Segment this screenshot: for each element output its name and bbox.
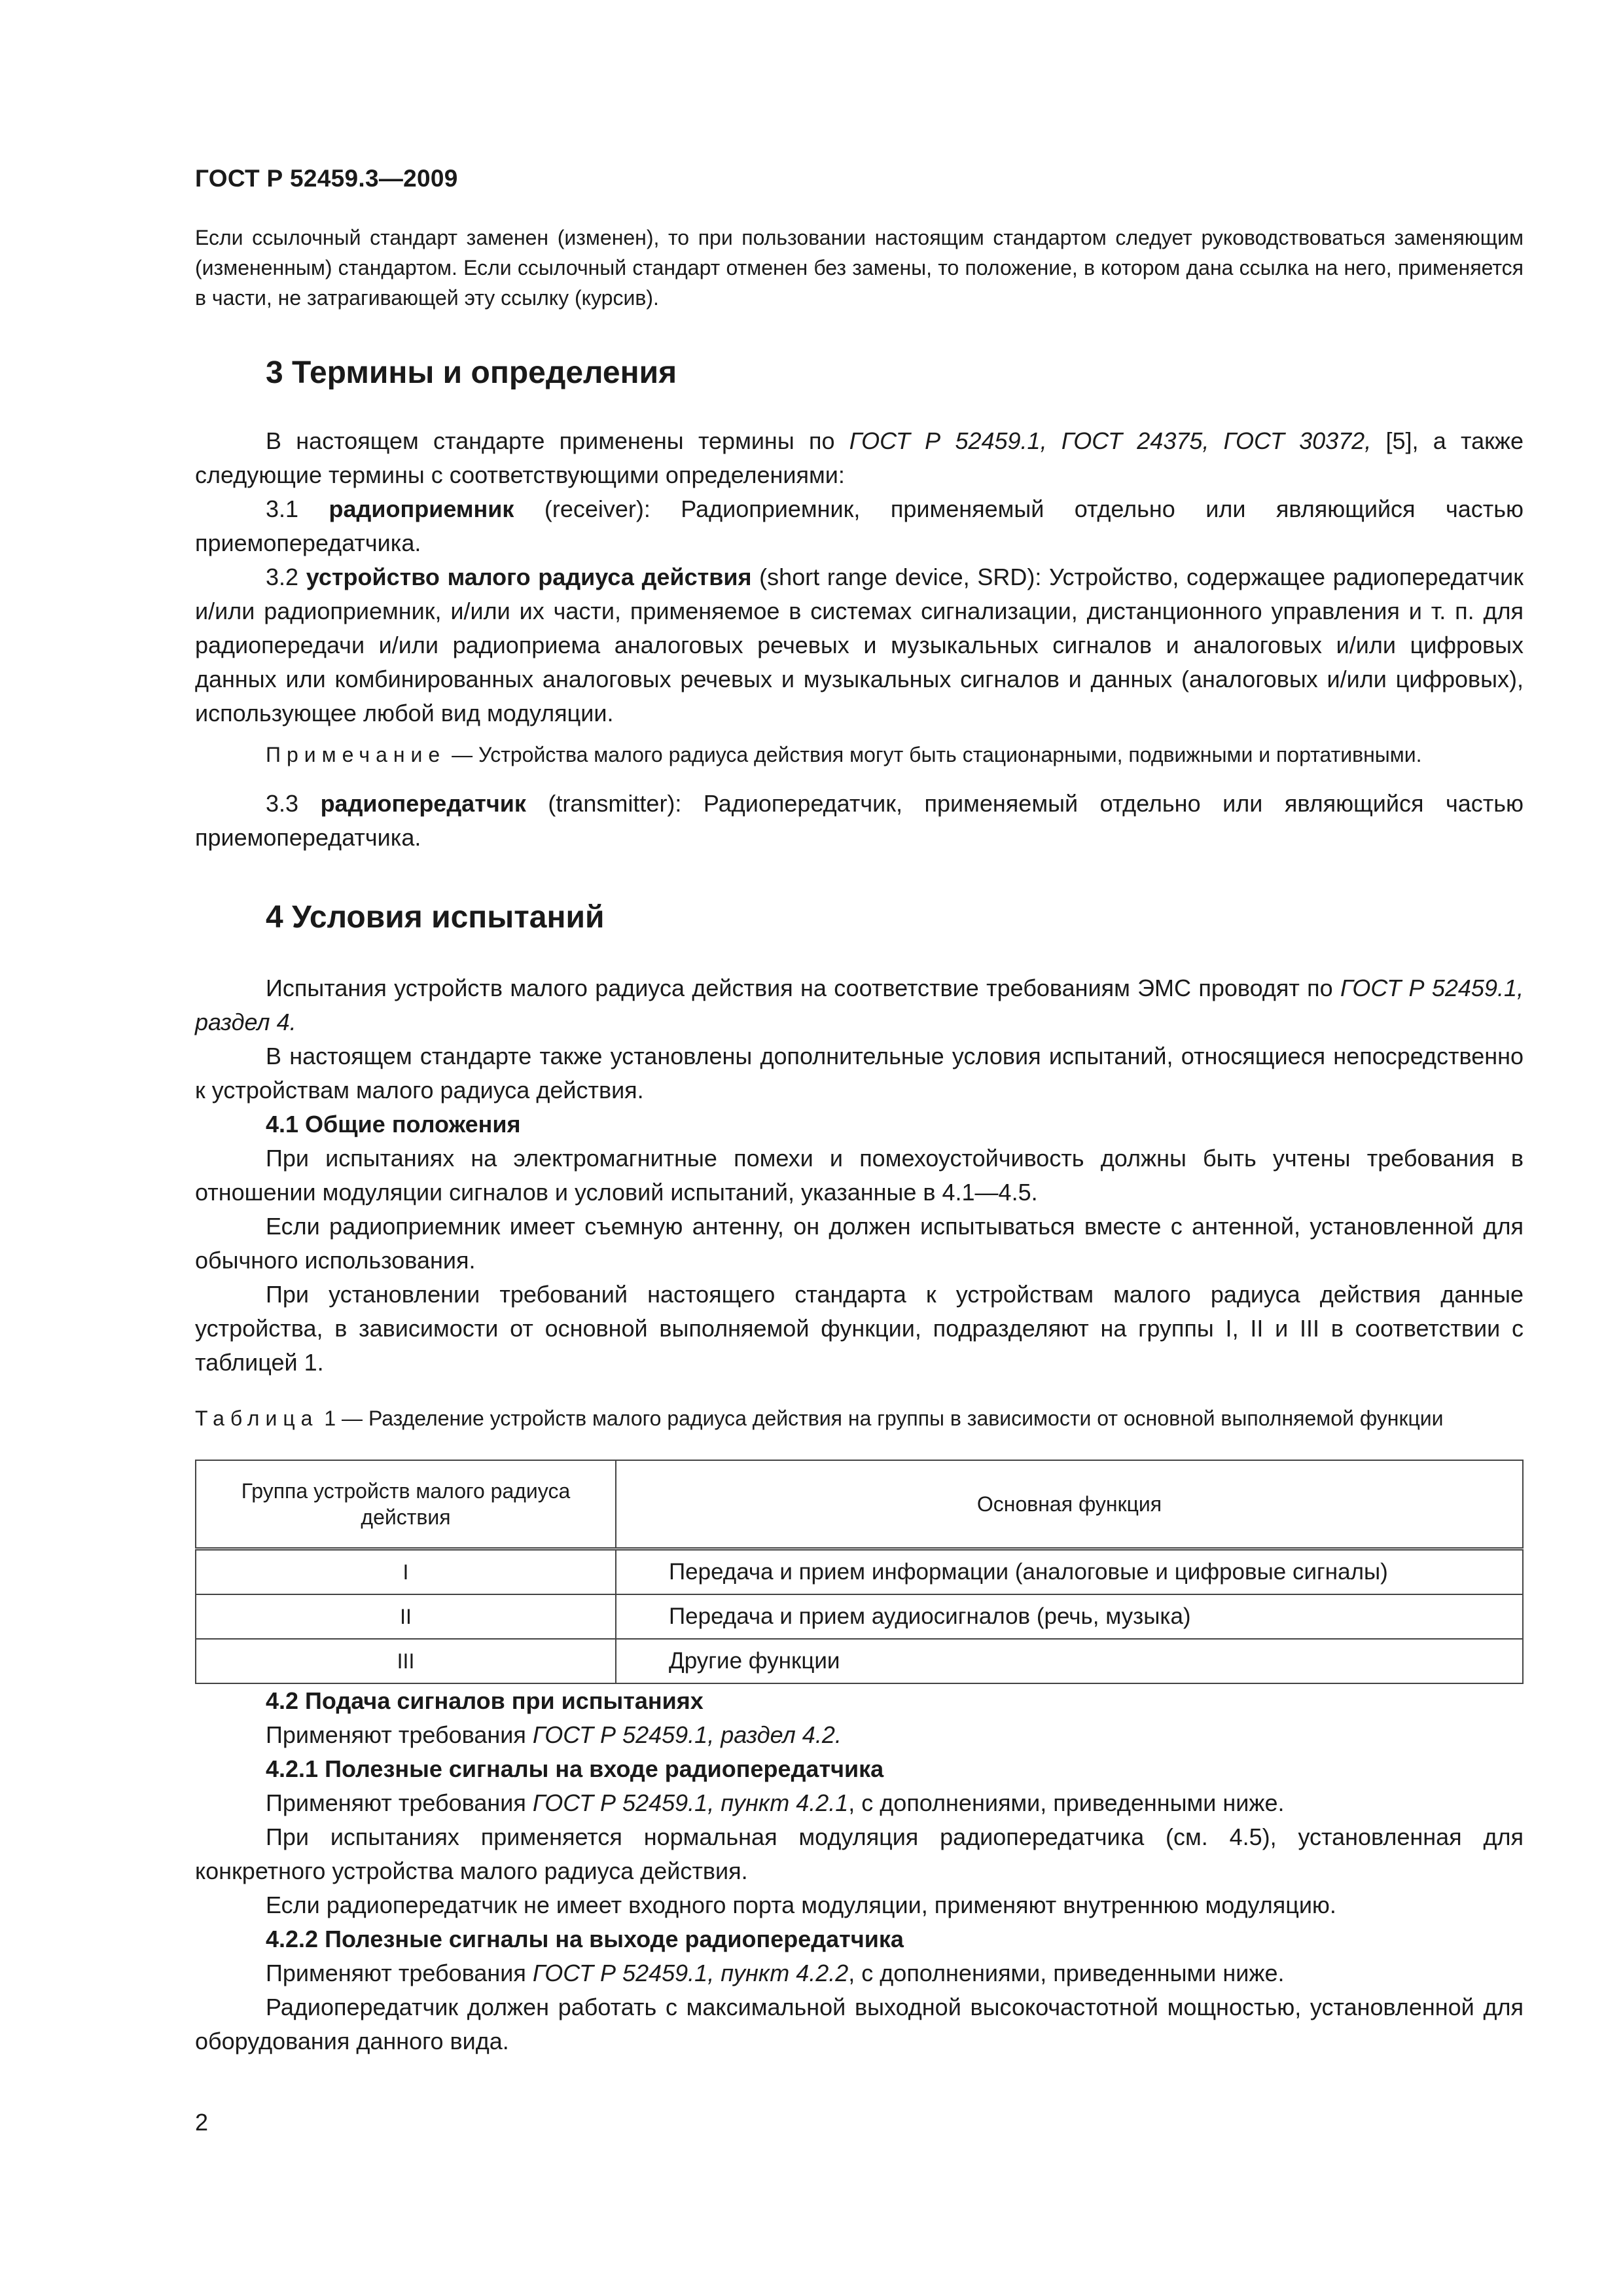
section-3-paragraph: В настоящем стандарте применены термины по ГОСТ Р 52459.1, ГОСТ 24375, ГОСТ 30372, [5], а также следующие термины с соответствующими определениями: bbox=[195, 427, 1524, 488]
table-cell-function: Другие функции bbox=[616, 1639, 1523, 1683]
term-name: радиоприемник bbox=[329, 495, 514, 522]
table-cell-group: III bbox=[196, 1639, 616, 1683]
section-4-1-heading: 4.1 Общие положения bbox=[266, 1111, 521, 1138]
gost-reference: ГОСТ Р 52459.1, раздел 4.2. bbox=[532, 1721, 842, 1748]
table-row bbox=[196, 1549, 1523, 1595]
term-name: радиопередатчик bbox=[320, 790, 526, 817]
document-code-header: ГОСТ Р 52459.3—2009 bbox=[195, 165, 458, 192]
gost-reference: ГОСТ Р 52459.1, раздел 4. bbox=[195, 975, 1524, 1035]
section-4-1-paragraph-1: При испытаниях на электромагнитные помехи и помехоустойчивость должны быть учтены требования в отношении модуляции сигналов и условий испытаний, указанные в 4.1—4.5. bbox=[195, 1145, 1524, 1206]
term-3-3: 3.3 радиопередатчик (transmitter): Радиопередатчик, применяемый отдельно или являющийся частью приемопередатчика. bbox=[195, 790, 1524, 851]
groups-table bbox=[195, 1460, 1524, 1684]
term-3-1: 3.1 радиоприемник (receiver): Радиоприемник, применяемый отдельно или являющийся частью приемопередатчика. bbox=[195, 495, 1524, 556]
section-4-2-1-heading: 4.2.1 Полезные сигналы на входе радиопередатчика bbox=[266, 1755, 884, 1782]
intro-paragraph: Если ссылочный стандарт заменен (изменен), то при пользовании настоящим стандартом следует руководствоваться заменяющим (измененным) стандартом. Если ссылочный стандарт отменен без замены, то положение, в котором дана ссылка на него, применяется в части, не затрагивающей эту ссылку (курсив). bbox=[195, 226, 1524, 310]
table-cell-function: Передача и прием аудиосигналов (речь, музыка) bbox=[616, 1594, 1523, 1639]
section-4-2-2-heading: 4.2.2 Полезные сигналы на выходе радиопередатчика bbox=[266, 1926, 904, 1952]
term-3-2: 3.2 устройство малого радиуса действия (short range device, SRD): Устройство, содержащее радиопередатчик и/или радиоприемник, и/или их части, применяемое в системах сигнализации, дистанционного управления и т. п. для радиопередачи и/или радиоприема аналоговых речевых и музыкальных сигналов и аналоговых и/или цифровых данных или комбинированных аналоговых речевых и музыкальных сигналов и данных (аналоговых и/или цифровых), использующее любой вид модуляции. bbox=[195, 564, 1524, 726]
note: Примечание — Устройства малого радиуса действия могут быть стационарными, подвижными и портативными. bbox=[266, 743, 1422, 766]
gost-reference: ГОСТ Р 52459.1, пункт 4.2.1 bbox=[532, 1789, 849, 1816]
section-4-2-2-paragraph-2: Радиопередатчик должен работать с максимальной выходной высокочастотной мощностью, установленной для оборудования данного вида. bbox=[195, 1994, 1524, 2054]
table-caption-label: Таблица bbox=[195, 1407, 319, 1430]
note-label: Примечание bbox=[266, 743, 446, 766]
section-4-heading: 4 Условия испытаний bbox=[266, 900, 605, 935]
gost-reference: ГОСТ Р 52459.1, пункт 4.2.2 bbox=[532, 1960, 849, 1986]
page-content bbox=[195, 223, 1524, 2058]
section-4-2-2-paragraph-1: Применяют требования ГОСТ Р 52459.1, пункт 4.2.2, с дополнениями, приведенными ниже. bbox=[266, 1960, 1285, 1986]
section-4-2-1-paragraph-3: Если радиопередатчик не имеет входного порта модуляции, применяют внутреннюю модуляцию. bbox=[266, 1892, 1336, 1918]
section-4-paragraph-2: В настоящем стандарте также установлены дополнительные условия испытаний, относящиеся непосредственно к устройствам малого радиуса действия. bbox=[195, 1043, 1524, 1103]
table-caption: Таблица 1 — Разделение устройств малого радиуса действия на группы в зависимости от основной выполняемой функции bbox=[195, 1407, 1444, 1430]
section-4-2-1-paragraph-2: При испытаниях применяется нормальная модуляция радиопередатчика (см. 4.5), установленная для конкретного устройства малого радиуса действия. bbox=[195, 1823, 1524, 1884]
table-row bbox=[196, 1594, 1523, 1639]
page-number: 2 bbox=[195, 2109, 209, 2136]
table-row bbox=[196, 1639, 1523, 1683]
table-cell-group: I bbox=[196, 1549, 616, 1595]
gost-reference: ГОСТ Р 52459.1, ГОСТ 24375, ГОСТ 30372, bbox=[849, 427, 1372, 454]
table-header-group: Группа устройств малого радиуса действия bbox=[196, 1460, 616, 1549]
table-cell-function: Передача и прием информации (аналоговые и цифровые сигналы) bbox=[616, 1549, 1523, 1595]
section-4-2-heading: 4.2 Подача сигналов при испытаниях bbox=[266, 1687, 704, 1714]
section-4-2-paragraph: Применяют требования ГОСТ Р 52459.1, раздел 4.2. bbox=[266, 1721, 842, 1748]
section-4-1-paragraph-3: При установлении требований настоящего стандарта к устройствам малого радиуса действия данные устройства, в зависимости от основной выполняемой функции, подразделяют на группы I, II и III в соответствии с таблицей 1. bbox=[195, 1281, 1524, 1376]
section-4-paragraph-1: Испытания устройств малого радиуса действия на соответствие требованиям ЭМС проводят по ГОСТ Р 52459.1, раздел 4. bbox=[195, 975, 1524, 1035]
term-name: устройство малого радиуса действия bbox=[306, 564, 752, 590]
table-header-function: Основная функция bbox=[616, 1460, 1523, 1549]
section-3-heading: 3 Термины и определения bbox=[266, 355, 677, 390]
table-cell-group: II bbox=[196, 1594, 616, 1639]
section-4-1-paragraph-2: Если радиоприемник имеет съемную антенну, он должен испытываться вместе с антенной, установленной для обычного использования. bbox=[195, 1213, 1524, 1274]
table-header-row bbox=[196, 1460, 1523, 1549]
section-4-2-1-paragraph-1: Применяют требования ГОСТ Р 52459.1, пункт 4.2.1, с дополнениями, приведенными ниже. bbox=[266, 1789, 1285, 1816]
